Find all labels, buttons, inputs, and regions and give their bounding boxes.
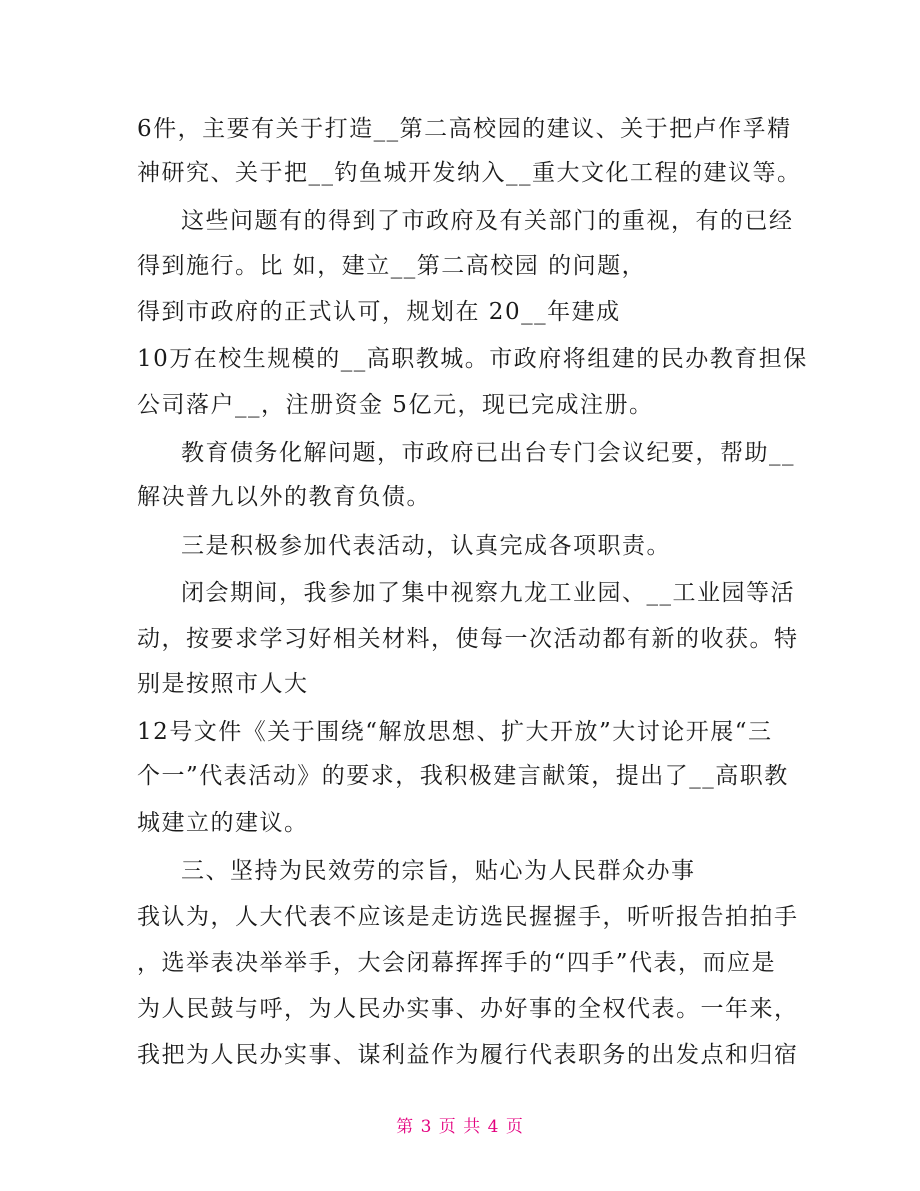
text-line-4: 得到施行。比 如，建立__第二高校园 的问题， (137, 253, 647, 279)
text-line-3: 这些问题有的得到了市政府及有关部门的重视，有的已经 (181, 208, 794, 234)
text-line-1: 6件，主要有关于打造__第二高校园的建议、关于把卢作孚精 (137, 116, 792, 142)
text-line-9: 解决普九以外的教育负债。 (137, 484, 431, 510)
text-line-5: 得到市政府的正式认可，规划在 20__年建成 (137, 299, 621, 325)
text-line-21: 我把为人民办实事、谋利益作为履行代表职务的出发点和归宿 (137, 1042, 799, 1068)
text-line-2: 神研究、关于把__钓鱼城开发纳入__重大文化工程的建议等。 (137, 160, 802, 186)
text-line-8: 教育债务化解问题，市政府已出台专门会议纪要，帮助__ (181, 440, 795, 466)
text-line-18: 我认为，人大代表不应该是走访选民握握手，听听报告拍拍手 (137, 904, 799, 930)
page-number-footer: 第 3 页 共 4 页 (396, 1117, 524, 1137)
text-line-14: 12号文件《关于围绕“解放思想、扩大开放”大讨论开展“三 (137, 719, 773, 745)
text-line-7: 公司落户__，注册资金 5亿元，现已完成注册。 (137, 392, 654, 418)
text-line-19: ，选举表决举举手，大会闭幕挥挥手的“四手”代表，而应是 (137, 950, 777, 976)
text-line-12: 动，按要求学习好相关材料，使每一次活动都有新的收获。特 (137, 626, 799, 652)
text-line-13: 别是按照市人大 (137, 671, 309, 697)
text-line-15: 个一”代表活动》的要求，我积极建言献策，提出了__高职教 (137, 763, 789, 789)
text-line-10: 三是积极参加代表活动，认真完成各项职责。 (181, 533, 671, 559)
text-line-16: 城建立的建议。 (137, 810, 309, 836)
text-line-20: 为人民鼓与呼，为人民办实事、办好事的全权代表。一年来， (137, 996, 799, 1022)
text-line-11: 闭会期间，我参加了集中视察九龙工业园、__工业园等活 (181, 580, 795, 606)
text-line-6: 10万在校生规模的__高职教城。市政府将组建的民办教育担保 (137, 346, 808, 372)
section-heading: 三、坚持为民效劳的宗旨，贴心为人民群众办事 (181, 858, 696, 884)
